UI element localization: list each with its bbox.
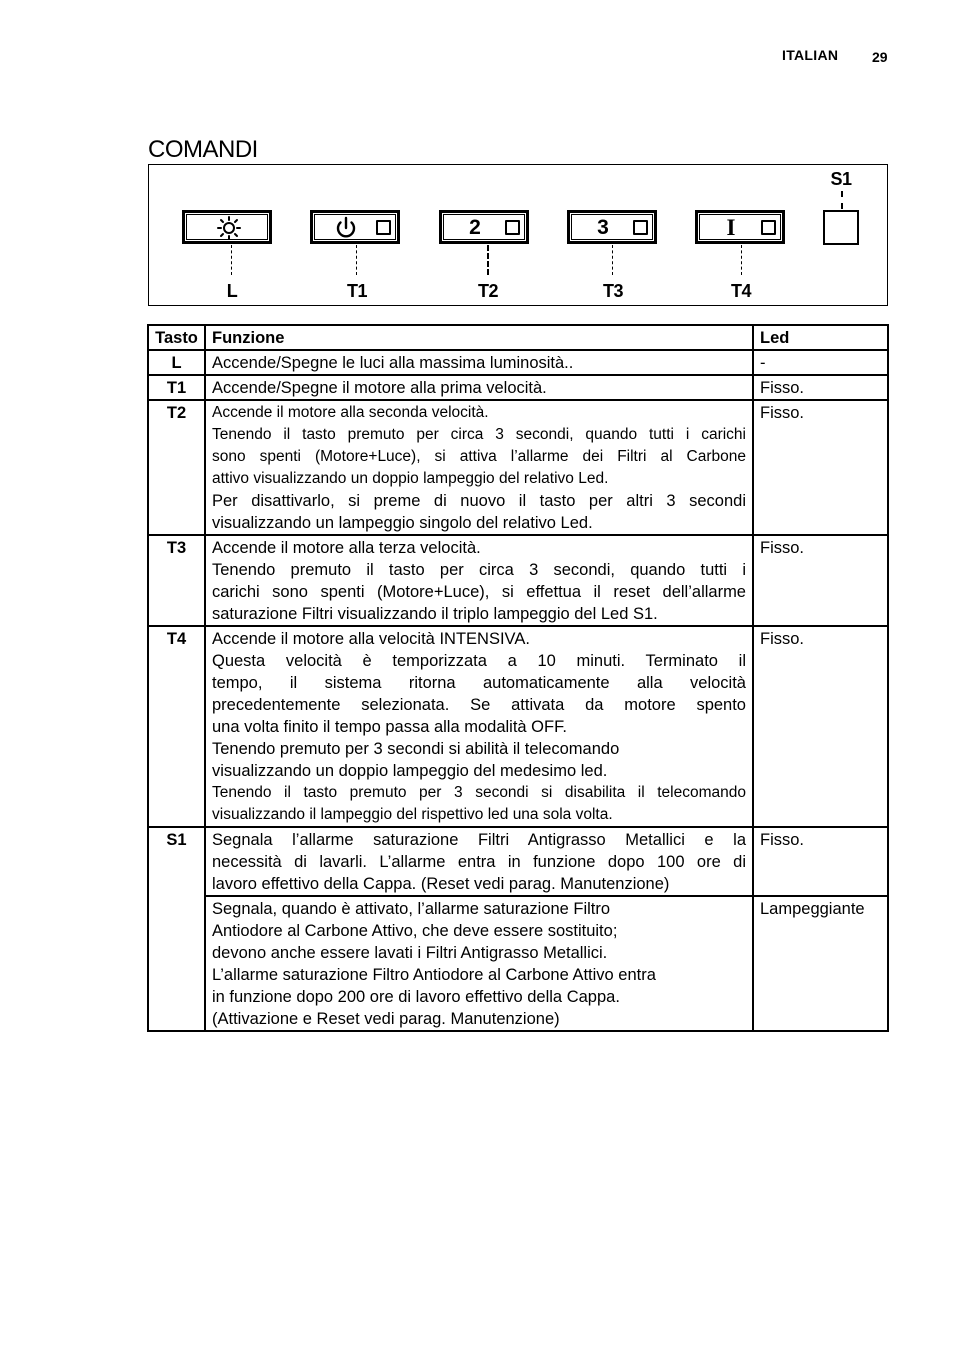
label-t2: T2	[477, 281, 499, 301]
function-line: Tenendo premuto per 3 secondi si abilità il telecomando	[212, 740, 620, 758]
row-function	[205, 350, 753, 375]
label-l: L	[226, 281, 238, 301]
function-line: visualizzando il lampeggio del rispettivo led una sola volta.	[212, 806, 613, 823]
function-line: Tenendo il tasto premuto per 3 secondi si disabilita il telecomando	[212, 784, 746, 801]
function-line: Tenendo il tasto premuto per circa 3 secondi, quando tutti i carichi	[212, 426, 746, 443]
motor-power-button-diagram	[310, 210, 400, 244]
row-function	[205, 827, 753, 896]
header-key: Tasto	[148, 325, 205, 350]
header-language: ITALIAN	[782, 47, 839, 63]
label-t3: T3	[602, 281, 624, 301]
table-row	[148, 896, 888, 1031]
header-function: Funzione	[205, 325, 753, 350]
function-line: precedentemente selezionata. Se attivata da motore spento	[212, 696, 746, 714]
function-line: attivo visualizzando un doppio lampeggio del relativo Led.	[212, 470, 609, 487]
function-line: (Attivazione e Reset vedi parag. Manutenzione)	[212, 1010, 560, 1028]
function-line: Accende/Spegne le luci alla massima luminosità..	[212, 354, 574, 372]
speed-2-symbol: 2	[469, 216, 481, 239]
function-line: Questa velocità è temporizzata a 10 minuti. Terminato il	[212, 652, 746, 670]
function-line: Accende il motore alla velocità INTENSIVA.	[212, 630, 530, 648]
row-function	[205, 896, 753, 1031]
speed-3-symbol: 3	[597, 216, 609, 239]
intensive-symbol: I	[726, 215, 736, 240]
row-led: Fisso.	[753, 375, 888, 400]
function-line: sono spenti (Motore+Luce), si attiva l’allarme dei Filtri al Carbone	[212, 448, 746, 465]
intensive-button-diagram	[695, 210, 785, 244]
header-led: Led	[753, 325, 888, 350]
label-t4: T4	[730, 281, 752, 301]
function-line: Accende il motore alla seconda velocità.	[212, 404, 489, 421]
row-function	[205, 375, 753, 400]
row-led: Fisso.	[753, 400, 888, 535]
table-row	[148, 350, 888, 375]
row-key: T1	[148, 375, 205, 400]
function-line: L’allarme saturazione Filtro Antiodore al Carbone Attivo entra	[212, 966, 656, 984]
control-panel-diagram	[148, 164, 888, 306]
function-line: Per disattivarlo, si preme di nuovo il tasto per altri 3 secondi	[212, 492, 746, 510]
page-number: 29	[872, 49, 888, 65]
function-line: necessità di lavarli. L’allarme entra in funzione dopo 100 ore di	[212, 853, 746, 871]
function-line: in funzione dopo 200 ore di lavoro effettivo della Cappa.	[212, 988, 620, 1006]
row-key: T2	[148, 400, 205, 535]
row-led: -	[753, 350, 888, 375]
light-button-diagram	[182, 210, 272, 244]
speed-3-button-diagram	[567, 210, 657, 244]
function-table	[147, 324, 889, 1032]
function-line: Accende il motore alla terza velocità.	[212, 539, 481, 557]
function-line: una volta finito il tempo passa alla modalità OFF.	[212, 718, 567, 736]
row-function	[205, 400, 753, 535]
row-led: Lampeggiante	[753, 896, 888, 1031]
table-header-row	[148, 325, 888, 350]
row-key: S1	[148, 827, 205, 896]
row-led: Fisso.	[753, 827, 888, 896]
led-indicator	[505, 220, 520, 235]
table-row	[148, 626, 888, 827]
function-line: visualizzando un lampeggio singolo del relativo Led.	[212, 514, 593, 532]
label-t1: T1	[346, 281, 368, 301]
section-title: COMANDI	[148, 136, 258, 163]
function-line: visualizzando un doppio lampeggio del medesimo led.	[212, 762, 608, 780]
table-row	[148, 535, 888, 626]
row-function	[205, 626, 753, 827]
row-key: T4	[148, 626, 205, 827]
row-key: T3	[148, 535, 205, 626]
function-line: devono anche essere lavati i Filtri Antigrasso Metallici.	[212, 944, 608, 962]
row-function	[205, 535, 753, 626]
function-line: Segnala, quando è attivato, l’allarme saturazione Filtro	[212, 900, 611, 918]
label-s1: S1	[830, 169, 852, 189]
speed-2-button-diagram	[439, 210, 529, 244]
row-led: Fisso.	[753, 535, 888, 626]
function-line: Tenendo premuto il tasto per circa 3 secondi, quando tutti i	[212, 561, 746, 579]
function-line: tempo, il sistema ritorna automaticamente alla velocità	[212, 674, 746, 692]
sun-icon	[210, 216, 248, 240]
power-icon	[327, 216, 365, 240]
row-led: Fisso.	[753, 626, 888, 827]
table-row	[148, 827, 888, 896]
function-line: saturazione Filtri visualizzando il triplo lampeggio del Led S1.	[212, 605, 658, 623]
table-row	[148, 400, 888, 535]
function-line: carichi sono spenti (Motore+Luce), si effettua il reset dell’allarme	[212, 583, 746, 601]
led-indicator	[376, 220, 391, 235]
function-line: Segnala l’allarme saturazione Filtri Antigrasso Metallici e la	[212, 831, 746, 849]
led-indicator	[761, 220, 776, 235]
s1-led-diagram	[823, 210, 859, 245]
function-line: lavoro effettivo della Cappa. (Reset vedi parag. Manutenzione)	[212, 875, 670, 893]
function-line: Accende/Spegne il motore alla prima velocità.	[212, 379, 547, 397]
row-key	[148, 896, 205, 1031]
table-row	[148, 375, 888, 400]
function-line: Antiodore al Carbone Attivo, che deve essere sostituito;	[212, 922, 618, 940]
row-key: L	[148, 350, 205, 375]
led-indicator	[633, 220, 648, 235]
